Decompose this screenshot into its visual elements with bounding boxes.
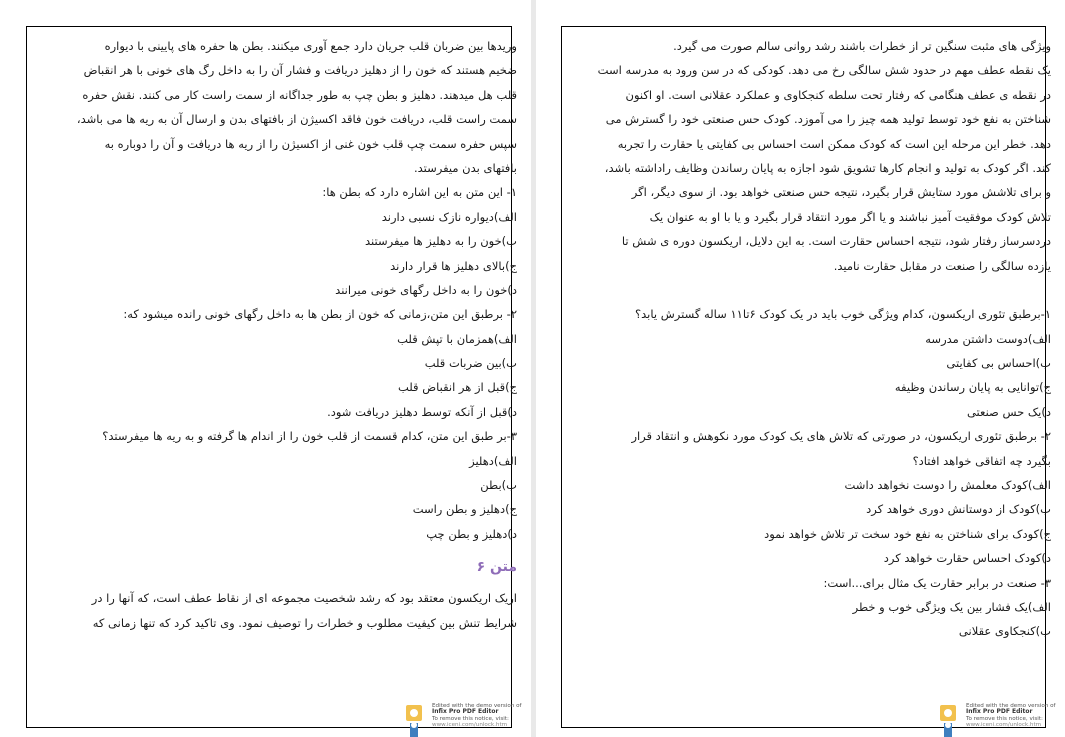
text-line: ۱- این متن به این اشاره دارد که بطن ها: [322,185,517,200]
text-line: بگیرد چه اتفاقی خواهد افتاد؟ [912,453,1051,468]
text-line: ج)توانایی به پایان رساندن وظیفه [894,380,1051,395]
text-line: ۱-برطبق تئوری اریکسون، کدام ویژگی خوب باید در یک کودک ۶تا۱۱ ساله گسترش یابد؟ [635,307,1051,322]
text-line: بافتهای بدن میفرستد. [413,160,517,175]
page-left-text [38,34,517,635]
watermark-line4: www.iceni.com/unlock.htm [966,722,1042,729]
text-line: دهد. خطر این مرحله این است که کودک ممکن است احساس بی کفایتی یا حقارت را تجربه [617,136,1051,151]
text-line: د)خون را به داخل رگهای خونی میرانند [335,282,517,297]
text-line: اریک اریکسون معتقد بود که رشد شخصیت مجموعه ای از نقاط عطف است، که آنها را در [91,591,517,606]
text-line: یازده سالگی را صنعت در مقابل حقارت نامید. [833,258,1051,273]
text-line: ضخیم هستند که خون را از دهلیز دریافت و فشار آن را به داخل رگ های خونی با هر انقباض [83,63,517,78]
text-line: د)قبل از آنکه توسط دهلیز دریافت شود. [327,404,517,419]
text-line: ویژگی های مثبت سنگین تر از خطرات باشند رشد روانی سالم صورت می گیرد. [673,39,1051,53]
text-line: تلاش کودک موفقیت آمیز نباشند و یا اگر مورد انتقاد قرار بگیرد و یا با او به عنوان یک [649,209,1051,224]
text-line: الف)همزمان با تپش قلب [397,331,517,346]
text-line: ب)بین ضربات قلب [424,356,517,371]
text-line: ج)بالای دهلیز ها قرار دارند [390,258,517,273]
watermark-text-left [432,703,527,729]
text-line: د)دهلیز و بطن چپ [426,526,517,541]
infix-logo-icon [936,705,960,737]
text-line: ۲- برطبق تئوری اریکسون، در صورتی که تلاش های یک کودک مورد نکوهش و انتقاد قرار [631,429,1051,444]
watermark-line3: To remove this notice, visit: [432,715,509,722]
text-line: ب)خون را به دهلیز ها میفرستند [365,234,517,249]
text-line: ۳- صنعت در برابر حقارت یک مثال برای...است: [823,575,1051,590]
text-line: ۲- برطبق این متن،زمانی که خون از بطن ها به داخل رگهای خونی رانده میشود که: [123,307,517,322]
watermark-text-right [966,703,1061,729]
text-line: سپس حفره سمت چپ قلب خون غنی از اکسیژن را از ریه ها دریافت و آن را دوباره به [104,136,517,151]
text-line: وریدها بین ضربان قلب جریان دارد جمع آوری میکنند. بطن ها حفره های پایینی با دیواره [104,39,517,53]
section-heading: متن ۶ [476,559,517,576]
text-line: د)یک حس صنعتی [966,404,1051,419]
watermark-stamp-right [934,703,1059,737]
text-line: در نقطه ی عطف هنگامی که رفتار تحت سلطه کنجکاوی و عملکرد عقلانی است. او اکنون [625,87,1051,102]
blank-line [574,278,1051,302]
text-line: ج)کودک برای شناختن به نفع خود سخت تر تلاش خواهد نمود [764,526,1051,541]
text-line: یک نقطه عطف مهم در حدود شش سالگی رخ می دهد. کودکی که در سن ورود به مدرسه است [597,63,1051,78]
watermark-line1: Edited with the demo version of [432,703,522,709]
text-line: الف)دیواره نازک نسبی دارند [381,209,517,224]
text-line: الف)کودک معلمش را دوست نخواهد داشت [844,478,1051,493]
text-line: ب)احساس بی کفایتی [946,356,1051,371]
text-line: الف)دوست داشتن مدرسه [925,331,1051,346]
watermark-line1: Edited with the demo version of [966,703,1056,709]
watermark-line3: To remove this notice, visit: [966,715,1043,722]
text-line: و برای تلاشش مورد ستایش قرار بگیرد، نتیجه حس صنعتی خواهد بود. از سوی دیگر، اگر [631,185,1051,200]
page-right-text [574,34,1051,644]
text-line: ب)کودک از دوستانش دوری خواهد کرد [866,502,1051,517]
text-line: ج)دهلیز و بطن راست [412,502,517,517]
text-line: د)کودک احساس حقارت خواهد کرد [883,551,1051,566]
text-line: کند. اگر کودک به تولید و انجام کارها تشویق شود اجازه به پایان رساندن وظایف راداشته باشد، [604,160,1051,175]
text-line: قلب هل میدهند. دهلیز و بطن چپ به طور جداگانه از سمت راست کار می کنند. نقش حفره [82,87,517,102]
text-line: ب)بطن [480,478,517,493]
watermark-line2: Infix Pro PDF Editor [966,708,1033,716]
text-line: ۳-بر طبق این متن، کدام قسمت از قلب خون را از اندام ها گرفته و به ریه ها میفرستد؟ [102,429,517,444]
watermark-line4: www.iceni.com/unlock.htm [432,722,508,729]
text-line: دردسرساز رفتار شود، نتیجه احساس حقارت است. به این دلایل، اریکسون دوره ی شش تا [621,234,1051,249]
page-right [536,0,1065,737]
text-line: ب)کنجکاوی عقلانی [958,624,1051,639]
text-line: الف)یک فشار بین یک ویژگی خوب و خطر [852,599,1051,614]
text-line: ج)قبل از هر انقباض قلب [397,380,517,395]
watermark-stamp-left [400,703,525,737]
text-line: شناختن به نفع خود توسط تولید همه چیز را می آموزد. کودک حس صنعتی خود را گسترش می [605,112,1051,127]
text-line: سمت راست قلب، دریافت خون فاقد اکسیژن از بافتهای بدن و ارسال آن به ریه ها می باشد، [76,112,517,127]
infix-logo-icon [402,705,426,737]
text-line: الف)دهلیز [469,453,517,468]
text-line: شرایط تنش بین کیفیت مطلوب و خطرات را توصیف نمود. وی تاکید کرد که تنها زمانی که [92,615,517,630]
watermark-line2: Infix Pro PDF Editor [432,708,499,716]
page-left [0,0,531,737]
